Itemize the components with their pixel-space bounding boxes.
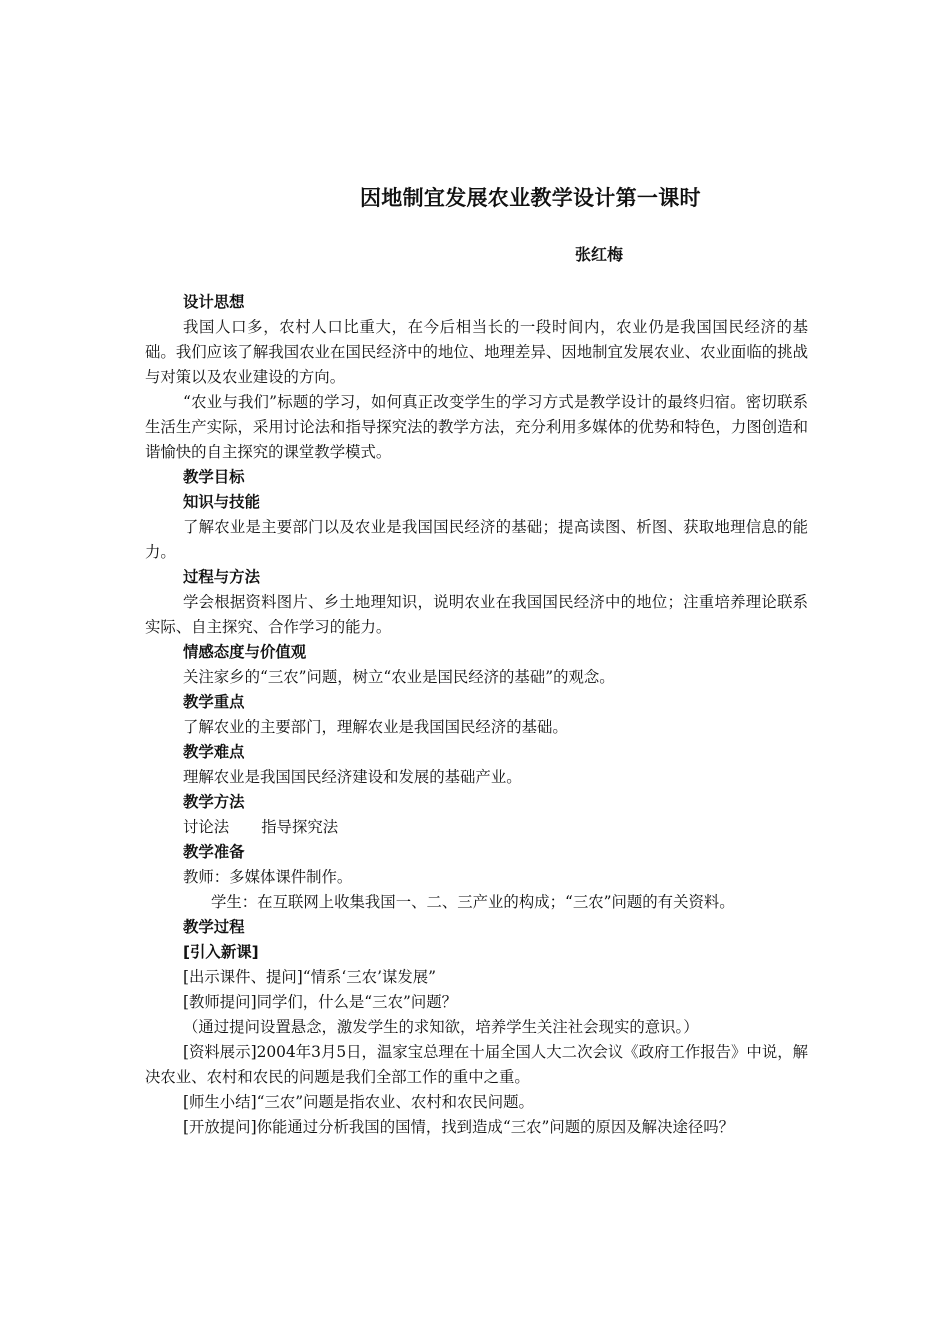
document-author: 张红梅 [575,245,624,264]
paragraph-emotion-values: 关注家乡的“三农”问题，树立“农业是国民经济的基础”的观念。 [183,668,615,686]
process-step-6: [开放提问]你能通过分析我国的国情，找到造成“三农”问题的原因及解决途径吗？ [183,1118,735,1136]
document-body [145,290,808,1140]
paragraph-process-methods: 学会根据资料图片、乡土地理知识，说明农业在我国国民经济中的地位；注重培养理论联系实际、自主探究、合作学习的能力。 [145,593,808,636]
paragraph-preparation-student: 学生：在互联网上收集我国一、二、三产业的构成；“三农”问题的有关资料。 [211,893,735,911]
heading-design: 设计思想 [183,293,245,311]
heading-teaching-goals: 教学目标 [183,468,245,486]
paragraph-teaching-methods [145,815,808,840]
method-discussion: 讨论法 [183,818,230,836]
process-step-4: [资料展示]2004年3月5日，温家宝总理在十届全国人大二次会议《政府工作报告》中说，解决农业、农村和农民的问题是我们全部工作的重中之重。 [145,1043,808,1086]
process-step-3: （通过提问设置悬念，激发学生的求知欲，培养学生关注社会现实的意识。） [183,1018,699,1036]
heading-teaching-methods: 教学方法 [183,793,245,811]
process-step-1: [出示课件、提问]“情系‘三农’谋发展” [183,968,436,986]
heading-introduction: [引入新课] [183,943,259,961]
paragraph-key-points: 了解农业的主要部门，理解农业是我国国民经济的基础。 [183,718,568,736]
heading-process-methods: 过程与方法 [183,568,260,586]
method-guided-inquiry: 指导探究法 [261,818,339,836]
paragraph-knowledge-skills: 了解农业是主要部门以及农业是我国国民经济的基础；提高读图、析图、获取地理信息的能力。 [145,518,808,561]
process-step-5: [师生小结]“三农”问题是指农业、农村和农民问题。 [183,1093,534,1111]
document-title: 因地制宜发展农业教学设计第一课时 [360,186,701,210]
paragraph-design-2: “农业与我们”标题的学习，如何真正改变学生的学习方式是教学设计的最终归宿。密切联系生活生产实际，采用讨论法和指导探究法的教学方法，充分利用多媒体的优势和特色，力图创造和谐愉快的自主探究的课堂教学模式。 [145,393,808,461]
heading-teaching-process: 教学过程 [183,918,245,936]
heading-knowledge-skills: 知识与技能 [183,493,260,511]
paragraph-preparation-teacher: 教师：多媒体课件制作。 [183,868,353,886]
heading-preparation: 教学准备 [183,843,245,861]
heading-difficulties: 教学难点 [183,743,245,761]
heading-emotion-values: 情感态度与价值观 [183,643,307,661]
paragraph-design-1: 我国人口多，农村人口比重大，在今后相当长的一段时间内，农业仍是我国国民经济的基础。我们应该了解我国农业在国民经济中的地位、地理差异、因地制宜发展农业、农业面临的挑战与对策以及农业建设的方向。 [145,318,808,386]
process-step-2: [教师提问]同学们，什么是“三农”问题？ [183,993,457,1011]
paragraph-difficulties: 理解农业是我国国民经济建设和发展的基础产业。 [183,768,522,786]
heading-key-points: 教学重点 [183,693,245,711]
